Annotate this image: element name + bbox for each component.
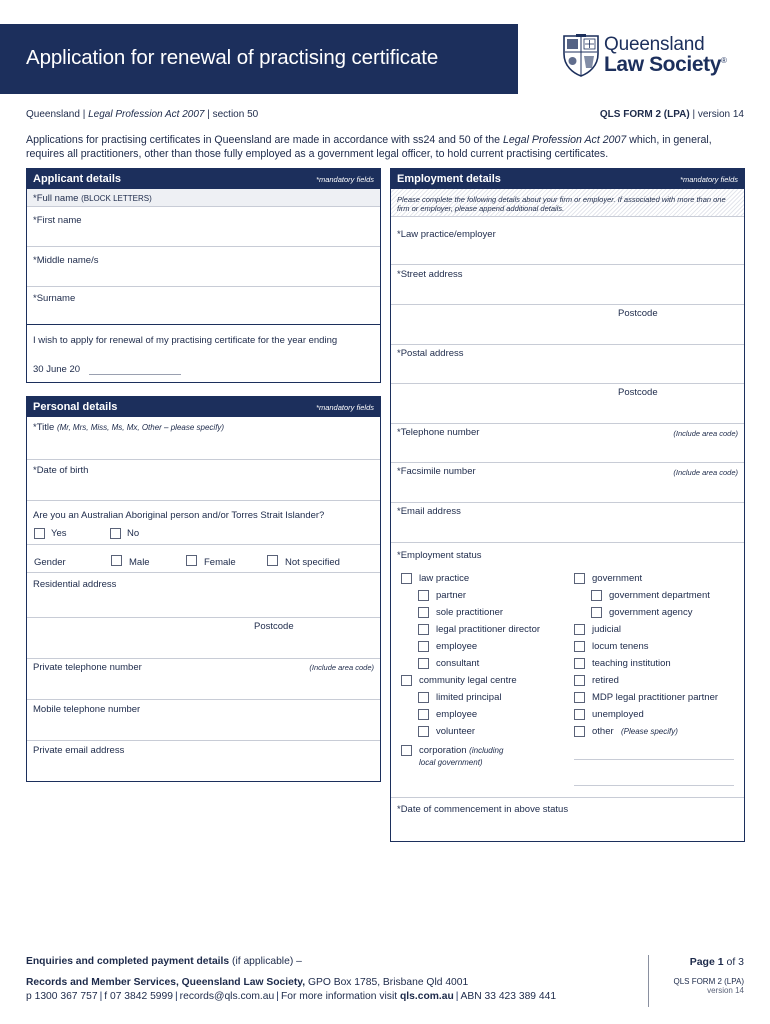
- status-right-checkbox-3[interactable]: [574, 624, 585, 635]
- status-left-checkbox-9[interactable]: [418, 726, 429, 737]
- logo-text-law-society: Law Society®: [604, 53, 727, 76]
- status-right-label-4: locum tenens: [592, 641, 649, 652]
- fax-field[interactable]: [391, 463, 744, 503]
- page-title: Application for renewal of practising certificate: [26, 46, 439, 69]
- applicant-details-title: Applicant details: [33, 173, 122, 185]
- commencement-date-field[interactable]: [391, 798, 744, 841]
- year-ending-label: 30 June 20: [33, 364, 81, 375]
- full-name-row: [27, 189, 380, 207]
- private-email-field[interactable]: [27, 741, 380, 781]
- mobile-field[interactable]: [27, 700, 380, 741]
- mandatory-note: *mandatory fields: [316, 175, 374, 184]
- renewal-statement: I wish to apply for renewal of my practising certificate for the year ending: [33, 335, 338, 346]
- legislation-reference: Queensland | Legal Profession Act 2007 | section 50: [26, 109, 259, 120]
- middle-name-label: *Middle name/s: [33, 255, 99, 266]
- status-left-checkbox-3[interactable]: [418, 624, 429, 635]
- surname-field[interactable]: [27, 287, 380, 325]
- enquiries-heading: Enquiries and completed payment details (if applicable) –: [26, 956, 302, 967]
- page-info: [644, 956, 744, 995]
- residential-address-field[interactable]: [27, 573, 380, 617]
- gender-label: Gender: [34, 557, 66, 568]
- status-left-label-4: employee: [436, 641, 478, 652]
- dob-label: *Date of birth: [33, 465, 89, 476]
- status-right-checkbox-7[interactable]: [574, 692, 585, 703]
- postal-postcode-field[interactable]: [391, 384, 744, 424]
- status-right-label-0: government: [592, 573, 643, 584]
- atsi-question: Are you an Australian Aboriginal person and/or Torres Strait Islander?: [33, 510, 325, 521]
- status-right-checkbox-5[interactable]: [574, 658, 585, 669]
- status-right-label-1: government department: [609, 590, 710, 601]
- personal-details-panel: [26, 396, 381, 782]
- status-left-label-8: employee: [436, 709, 478, 720]
- status-label-corporation: corporation (including: [419, 745, 504, 756]
- footer-contact-block: [26, 956, 646, 1002]
- status-checkbox-corporation[interactable]: [401, 745, 412, 756]
- status-left-label-7: limited principal: [436, 692, 502, 703]
- status-right-checkbox-1[interactable]: [591, 590, 602, 601]
- status-left-label-1: partner: [436, 590, 467, 601]
- records-email-link[interactable]: records@qls.com.au: [179, 991, 275, 1002]
- status-right-checkbox-4[interactable]: [574, 641, 585, 652]
- status-left-checkbox-0[interactable]: [401, 573, 412, 584]
- status-left-checkbox-1[interactable]: [418, 590, 429, 601]
- gender-female-checkbox[interactable]: [186, 555, 197, 566]
- status-left-label-0: law practice: [419, 573, 470, 584]
- private-phone-field[interactable]: [27, 659, 380, 700]
- middle-name-field[interactable]: [27, 247, 380, 287]
- email-label: *Email address: [397, 506, 461, 517]
- applicant-details-header: [27, 169, 380, 189]
- status-right-label-5: teaching institution: [592, 658, 671, 669]
- divider: [27, 617, 380, 618]
- employment-instructions: Please complete the following details about your firm or employer. If associated with more than one firm or employer, please append additional details.: [391, 189, 744, 217]
- postal-postcode-label: Postcode: [618, 387, 658, 398]
- divider: [27, 544, 380, 545]
- qls-logo: [562, 34, 752, 82]
- private-phone-label: Private telephone number: [33, 662, 142, 673]
- status-left-label-6: community legal centre: [419, 675, 517, 686]
- mandatory-note: *mandatory fields: [680, 175, 738, 184]
- street-postcode-field[interactable]: [391, 305, 744, 345]
- gender-female-label: Female: [204, 557, 236, 568]
- first-name-field[interactable]: [27, 207, 380, 247]
- fax-label: *Facsimile number: [397, 466, 476, 477]
- intro-paragraph: Applications for practising certificates in Queensland are made in accordance with ss24 and 50 of the Legal Profession Act 2007 which, in general, requires all practitioners, other than those fully employed as a government legal officer, to hold current practising certificates.: [26, 134, 712, 160]
- first-name-label: *First name: [33, 215, 82, 226]
- atsi-no-checkbox[interactable]: [110, 528, 121, 539]
- form-identifier: QLS FORM 2 (LPA) | version 14: [599, 109, 744, 120]
- other-specify-hint: (Please specify): [621, 727, 678, 736]
- street-address-field[interactable]: [391, 265, 744, 305]
- gender-not-specified-checkbox[interactable]: [267, 555, 278, 566]
- email-field[interactable]: [391, 503, 744, 543]
- law-practice-field[interactable]: [391, 217, 744, 265]
- phone-number: p 1300 367 757: [26, 991, 98, 1002]
- page-number: Page 1 of 3: [689, 956, 744, 968]
- telephone-field[interactable]: [391, 424, 744, 463]
- footer-form-code: QLS FORM 2 (LPA): [673, 977, 744, 986]
- full-name-label: *Full name (BLOCK LETTERS): [33, 193, 152, 204]
- private-email-label: Private email address: [33, 745, 125, 756]
- postal-address-label: *Postal address: [397, 348, 464, 359]
- area-code-hint: (Include area code): [309, 663, 374, 672]
- postal-address-field[interactable]: [391, 345, 744, 384]
- status-right-checkbox-2[interactable]: [591, 607, 602, 618]
- gender-not-specified-label: Not specified: [285, 557, 340, 568]
- status-right-checkbox-9[interactable]: [574, 726, 585, 737]
- corporation-hint: local government): [419, 758, 483, 767]
- status-left-label-2: sole practitioner: [436, 607, 504, 618]
- atsi-yes-label: Yes: [51, 528, 67, 539]
- employment-details-header: [391, 169, 744, 189]
- status-right-label-6: retired: [592, 675, 619, 686]
- mobile-label: Mobile telephone number: [33, 704, 141, 715]
- crest-icon: [562, 34, 600, 78]
- status-left-checkbox-5[interactable]: [418, 658, 429, 669]
- atsi-no-label: No: [127, 528, 140, 539]
- personal-details-title: Personal details: [33, 401, 118, 413]
- status-right-checkbox-6[interactable]: [574, 675, 585, 686]
- status-right-checkbox-0[interactable]: [574, 573, 585, 584]
- status-left-checkbox-8[interactable]: [418, 709, 429, 720]
- applicant-details-panel: [26, 168, 381, 383]
- status-left-label-5: consultant: [436, 658, 480, 669]
- title-field[interactable]: [27, 417, 380, 460]
- commencement-date-label: *Date of commencement in above status: [397, 804, 569, 815]
- telephone-label: *Telephone number: [397, 427, 480, 438]
- residential-postcode-label: Postcode: [254, 621, 294, 632]
- status-left-checkbox-6[interactable]: [401, 675, 412, 686]
- other-specify-line-1[interactable]: [574, 759, 734, 760]
- status-left-checkbox-4[interactable]: [418, 641, 429, 652]
- contact-line: p 1300 367 757 | f 07 3842 5999 | records@qls.com.au | For more information visit qls.com.au | ABN 33 423 389 441: [26, 991, 557, 1002]
- employment-status-label: *Employment status: [397, 550, 482, 561]
- year-input-line[interactable]: [89, 374, 181, 375]
- status-left-label-3: legal practitioner director: [436, 624, 541, 635]
- employment-details-title: Employment details: [397, 173, 501, 185]
- gender-male-checkbox[interactable]: [111, 555, 122, 566]
- logo-text-queensland: Queensland: [604, 34, 705, 55]
- surname-label: *Surname: [33, 293, 76, 304]
- status-left-checkbox-7[interactable]: [418, 692, 429, 703]
- street-postcode-label: Postcode: [618, 308, 658, 319]
- abn: ABN 33 423 389 441: [460, 991, 557, 1002]
- mandatory-note: *mandatory fields: [316, 403, 374, 412]
- title-label: *Title (Mr, Mrs, Miss, Ms, Mx, Other – please specify): [33, 422, 225, 433]
- employment-details-panel: [390, 168, 745, 842]
- status-left-checkbox-2[interactable]: [418, 607, 429, 618]
- other-specify-line-2[interactable]: [574, 785, 734, 786]
- status-right-label-8: unemployed: [592, 709, 644, 720]
- personal-details-header: [27, 397, 380, 417]
- status-right-label-3: judicial: [592, 624, 622, 635]
- status-right-label-9: other: [592, 726, 614, 737]
- status-right-label-2: government agency: [609, 607, 693, 618]
- area-code-hint: (Include area code): [673, 468, 738, 477]
- footer-version: version 14: [707, 986, 744, 995]
- postal-contact: Records and Member Services, Queensland Law Society, GPO Box 1785, Brisbane Qld 4001: [26, 977, 469, 988]
- residential-address-label: Residential address: [33, 579, 117, 590]
- street-address-label: *Street address: [397, 269, 463, 280]
- status-left-label-9: volunteer: [436, 726, 476, 737]
- atsi-yes-checkbox[interactable]: [34, 528, 45, 539]
- status-right-label-7: MDP legal practitioner partner: [592, 692, 719, 703]
- website-link[interactable]: qls.com.au: [399, 991, 454, 1002]
- law-practice-label: *Law practice/employer: [397, 229, 496, 240]
- gender-male-label: Male: [129, 557, 150, 568]
- fax-number: f 07 3842 5999: [104, 991, 173, 1002]
- area-code-hint: (Include area code): [673, 429, 738, 438]
- status-right-checkbox-8[interactable]: [574, 709, 585, 720]
- dob-field[interactable]: [27, 460, 380, 501]
